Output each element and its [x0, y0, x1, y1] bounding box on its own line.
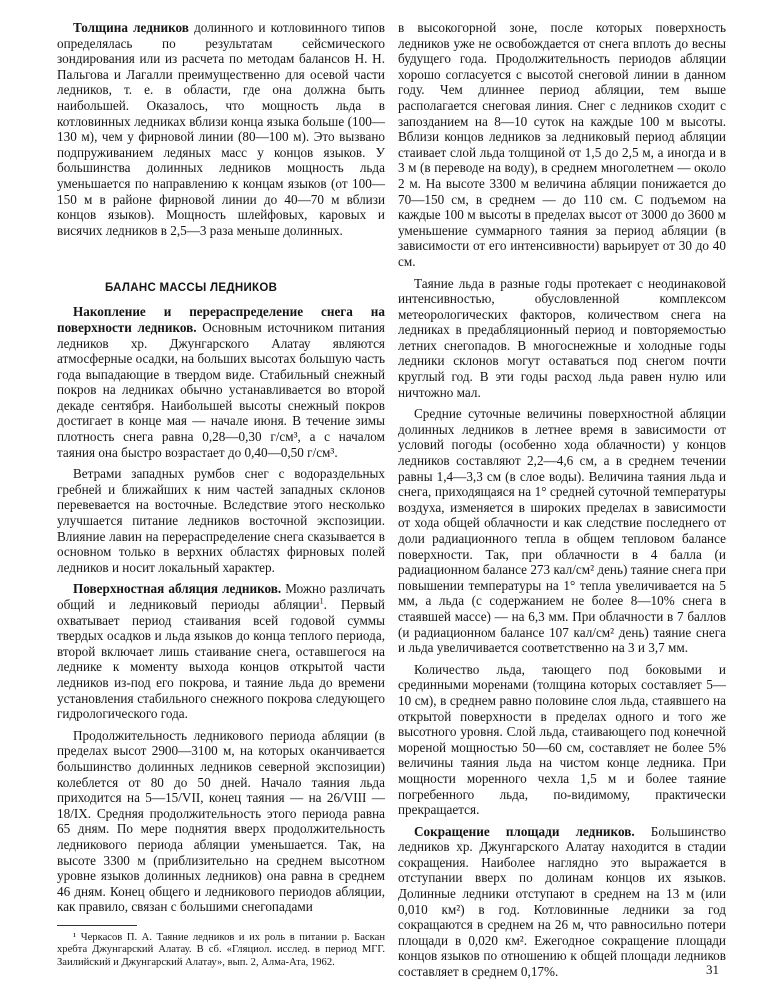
- paragraph-snow-accumulation: [57, 304, 385, 460]
- lead-snow-accumulation: Накопление и перераспределение снега на поверхности ледников.: [57, 304, 385, 335]
- paragraph-glacier-thickness: [57, 20, 385, 238]
- lead-surface-ablation: Поверхностная абляция ледников.: [73, 581, 282, 597]
- paragraph-ablation-duration: Продолжительность ледникового периода абляции (в пределах высот 2900—3100 м, на которых оканчивается большинство долинных ледников северной экспозиции) колеблется от 80 до 50 дней. Начало таяния льда приходится на 5—15/VII, конец таяния — на 26/VIII — 18/IX. Средняя продолжительность этого периода равна 65 дням. По мере поднятия вверх продолжительность ледникового периода абляции уменьшается. Так, на высоте 3300 м (приблизительно на среднем высотном уровне языков долинных ледников) она равна в среднем 46 дням. Конец общего и ледникового периодов абляции, как правило, связан с большими снегопадами: [57, 727, 385, 915]
- paragraph-moraine-melting: Количество льда, тающего под боковыми и срединными моренами (толщина которых составляет 5—10 см), в среднем равно половине слоя льда, стаявшего на открытой поверхности в пределах одного и того же высотного уровня. Слой льда, стаивающего под конечной мореной мощностью 50—60 см, составляет не более 5% величины таяния льда на чистом конце ледника. При мощности моренного чехла 1,5 м и более таяние погребенного льда, по-видимому, практически прекращается.: [398, 661, 726, 818]
- paragraph-area-reduction: [398, 824, 726, 980]
- paragraph-melting-years: Таяние льда в разные годы протекает с неодинаковой интенсивностью, обусловленной комплексом метеорологических факторов, количеством снега на ледниках в предабляционный период и повторяемостью летних снегопадов. В многоснежные и холодные годы ледники склонов могут оставаться под снегом почти круглый год. В эти годы расход льда равен нулю или ничтожно мал.: [398, 275, 726, 400]
- right-column: [398, 20, 726, 980]
- left-column: [57, 20, 385, 970]
- page-number: 31: [706, 962, 719, 977]
- paragraph-surface-ablation: [57, 581, 385, 721]
- footnote: ¹ Черкасов П. А. Таяние ледников и их роль в питании р. Баскан хребта Джунгарский Алатау. В сб. «Гляциол. исслед. в период МГГ. Заилийский и Джунгарский Алатау», вып. 2, Алма-Ата, 1962.: [57, 931, 385, 969]
- text-surface-ablation: Можно различать общий и ледниковый периоды абляции: [57, 581, 385, 612]
- paragraph-ablation-continued: в высокогорной зоне, после которых поверхность ледников уже не освобождается от снега вплоть до весны будущего года. Продолжительность периодов абляции хорошо согласуется с высотой снеговой линии в данном году. Чем длиннее период абляции, тем выше располагается снеговая линия. Снег с ледников сходит с запозданием на 8—10 суток на каждые 100 м высоты. Вблизи концов ледников за ледниковый период абляции стаивает слой льда толщиной от 1,5 до 2,5 м, а иногда и в 3 м (в переводе на воду), в среднем многолетнем — около 2 м. На высоте 3300 м величина абляции понижается до 70—150 см, в среднем — до 110 см. С подъемом на каждые 100 м высоты в пределах высот от 3000 до 3600 м уменьшение суммарного таяния за период абляции (в зависимости от его интенсивности) варьирует от 30 до 40 см.: [398, 20, 726, 269]
- footnote-rule: [57, 925, 137, 926]
- paragraph-wind-redistribution: Ветрами западных румбов снег с водораздельных гребней и ближайших к ним частей западных склонов перевевается на восточные. Вследствие этого несколько улучшается питание ледников восточной экспозиции. Влияние лавин на перераспределение снега сказывается в основном только в верхних областях фирновых полей ледников и носит локальный характер.: [57, 466, 385, 575]
- text-glacier-thickness: долинного и котловинного типов определялась по результатам сейсмического зондирования или из расчета по методам балансов Н. Н. Пальгова и Лагалли преимущественно для осевой части ледников, т. е. в области, где она должна быть наибольшей. Оказалось, что мощность льда в котловинных ледниках вблизи конца языка больше (100—130 м), чем у фирновой линии (80—100 м). Это вызвано подпруживанием ледяных масс у концов языков. У большинства долинных ледников мощность льда уменьшается по направлению к концам языков (от 100—150 м в районе фирновой линии до 40—70 м вблизи концов языков). Мощность шлейфовых, каровых и висячих ледников в 2,5—3 раза меньше долинных.: [57, 20, 386, 238]
- footnote-ref: 1: [319, 596, 324, 606]
- text-area-reduction: Большинство ледников хр. Джунгарского Алатау находится в стадии сокращения. Наиболее наглядно это выражается в отступании вверх по долинам концов их языков. Долинные ледники отступают в среднем на 13 м (или 0,010 км²) в год. Котловинные ледники за год сокращаются в среднем на 26 м, что равносильно потери площади в 0,020 км². Ежегодное сокращение площади концов языков по отношению к общей площади ледников составляет в среднем 0,17%.: [398, 823, 726, 980]
- lead-glacier-thickness: Толщина ледников: [73, 20, 189, 35]
- paragraph-daily-ablation: Средние суточные величины поверхностной абляции долинных ледников в летнее время в зависимости от условий погоды (особенно хода облачности) у концов ледников составляют 2,2—4,6 см, а в среднем течении равны 1,4—3,3 см (в слое воды). Величина таяния льда и снега, приходящаяся на 1° средней суточной температуры воздуха, изменяется в широких пределах в зависимости от хода общей облачности и как следствие последнего от доли радиационного тепла в общем тепловом балансе поверхности. Так, при облачности в 4 балла (и радиационном балансе 273 кал/см² день) таяние снега при повышении температуры на 1° тепла увеличивается на 5 мм, а льда (с содержанием не более 8—10% снега в стаявшей массе) — на 6,3 мм. При облачности в 7 баллов (и радиационном балансе 107 кал/см² день) таяние снега и льда увеличивается соответственно на 3 и 3,7 мм.: [398, 406, 726, 656]
- section-heading: БАЛАНС МАССЫ ЛЕДНИКОВ: [105, 282, 278, 295]
- text-surface-ablation-cont: . Первый охватывает период стаивания всей годовой суммы твердых осадков и льда языков до конца теплого периода, второй включает лишь стаивание снега, оставшегося на леднике к моменту выхода концов открытой части ледников из-под его покрова, и таяние льда до времени установления стабильного снежного покрова следующего гидрологического года.: [57, 597, 385, 722]
- lead-area-reduction: Сокращение площади ледников.: [414, 823, 635, 839]
- text-snow-accumulation: Основным источником питания ледников хр. Джунгарского Алатау являются атмосферные осадки, на больших высотах большую часть года выпадающие в твердом виде. Стабильный снежный покров на ледниках обычно устанавливается во второй декаде сентября. Наибольшей высоты снежный покров достигает в конце мая — начале июня. В течение зимы плотность снега равна 0,28—0,30 г/см³, а с началом таяния она быстро возрастает до 0,40—0,50 г/см³.: [57, 319, 385, 460]
